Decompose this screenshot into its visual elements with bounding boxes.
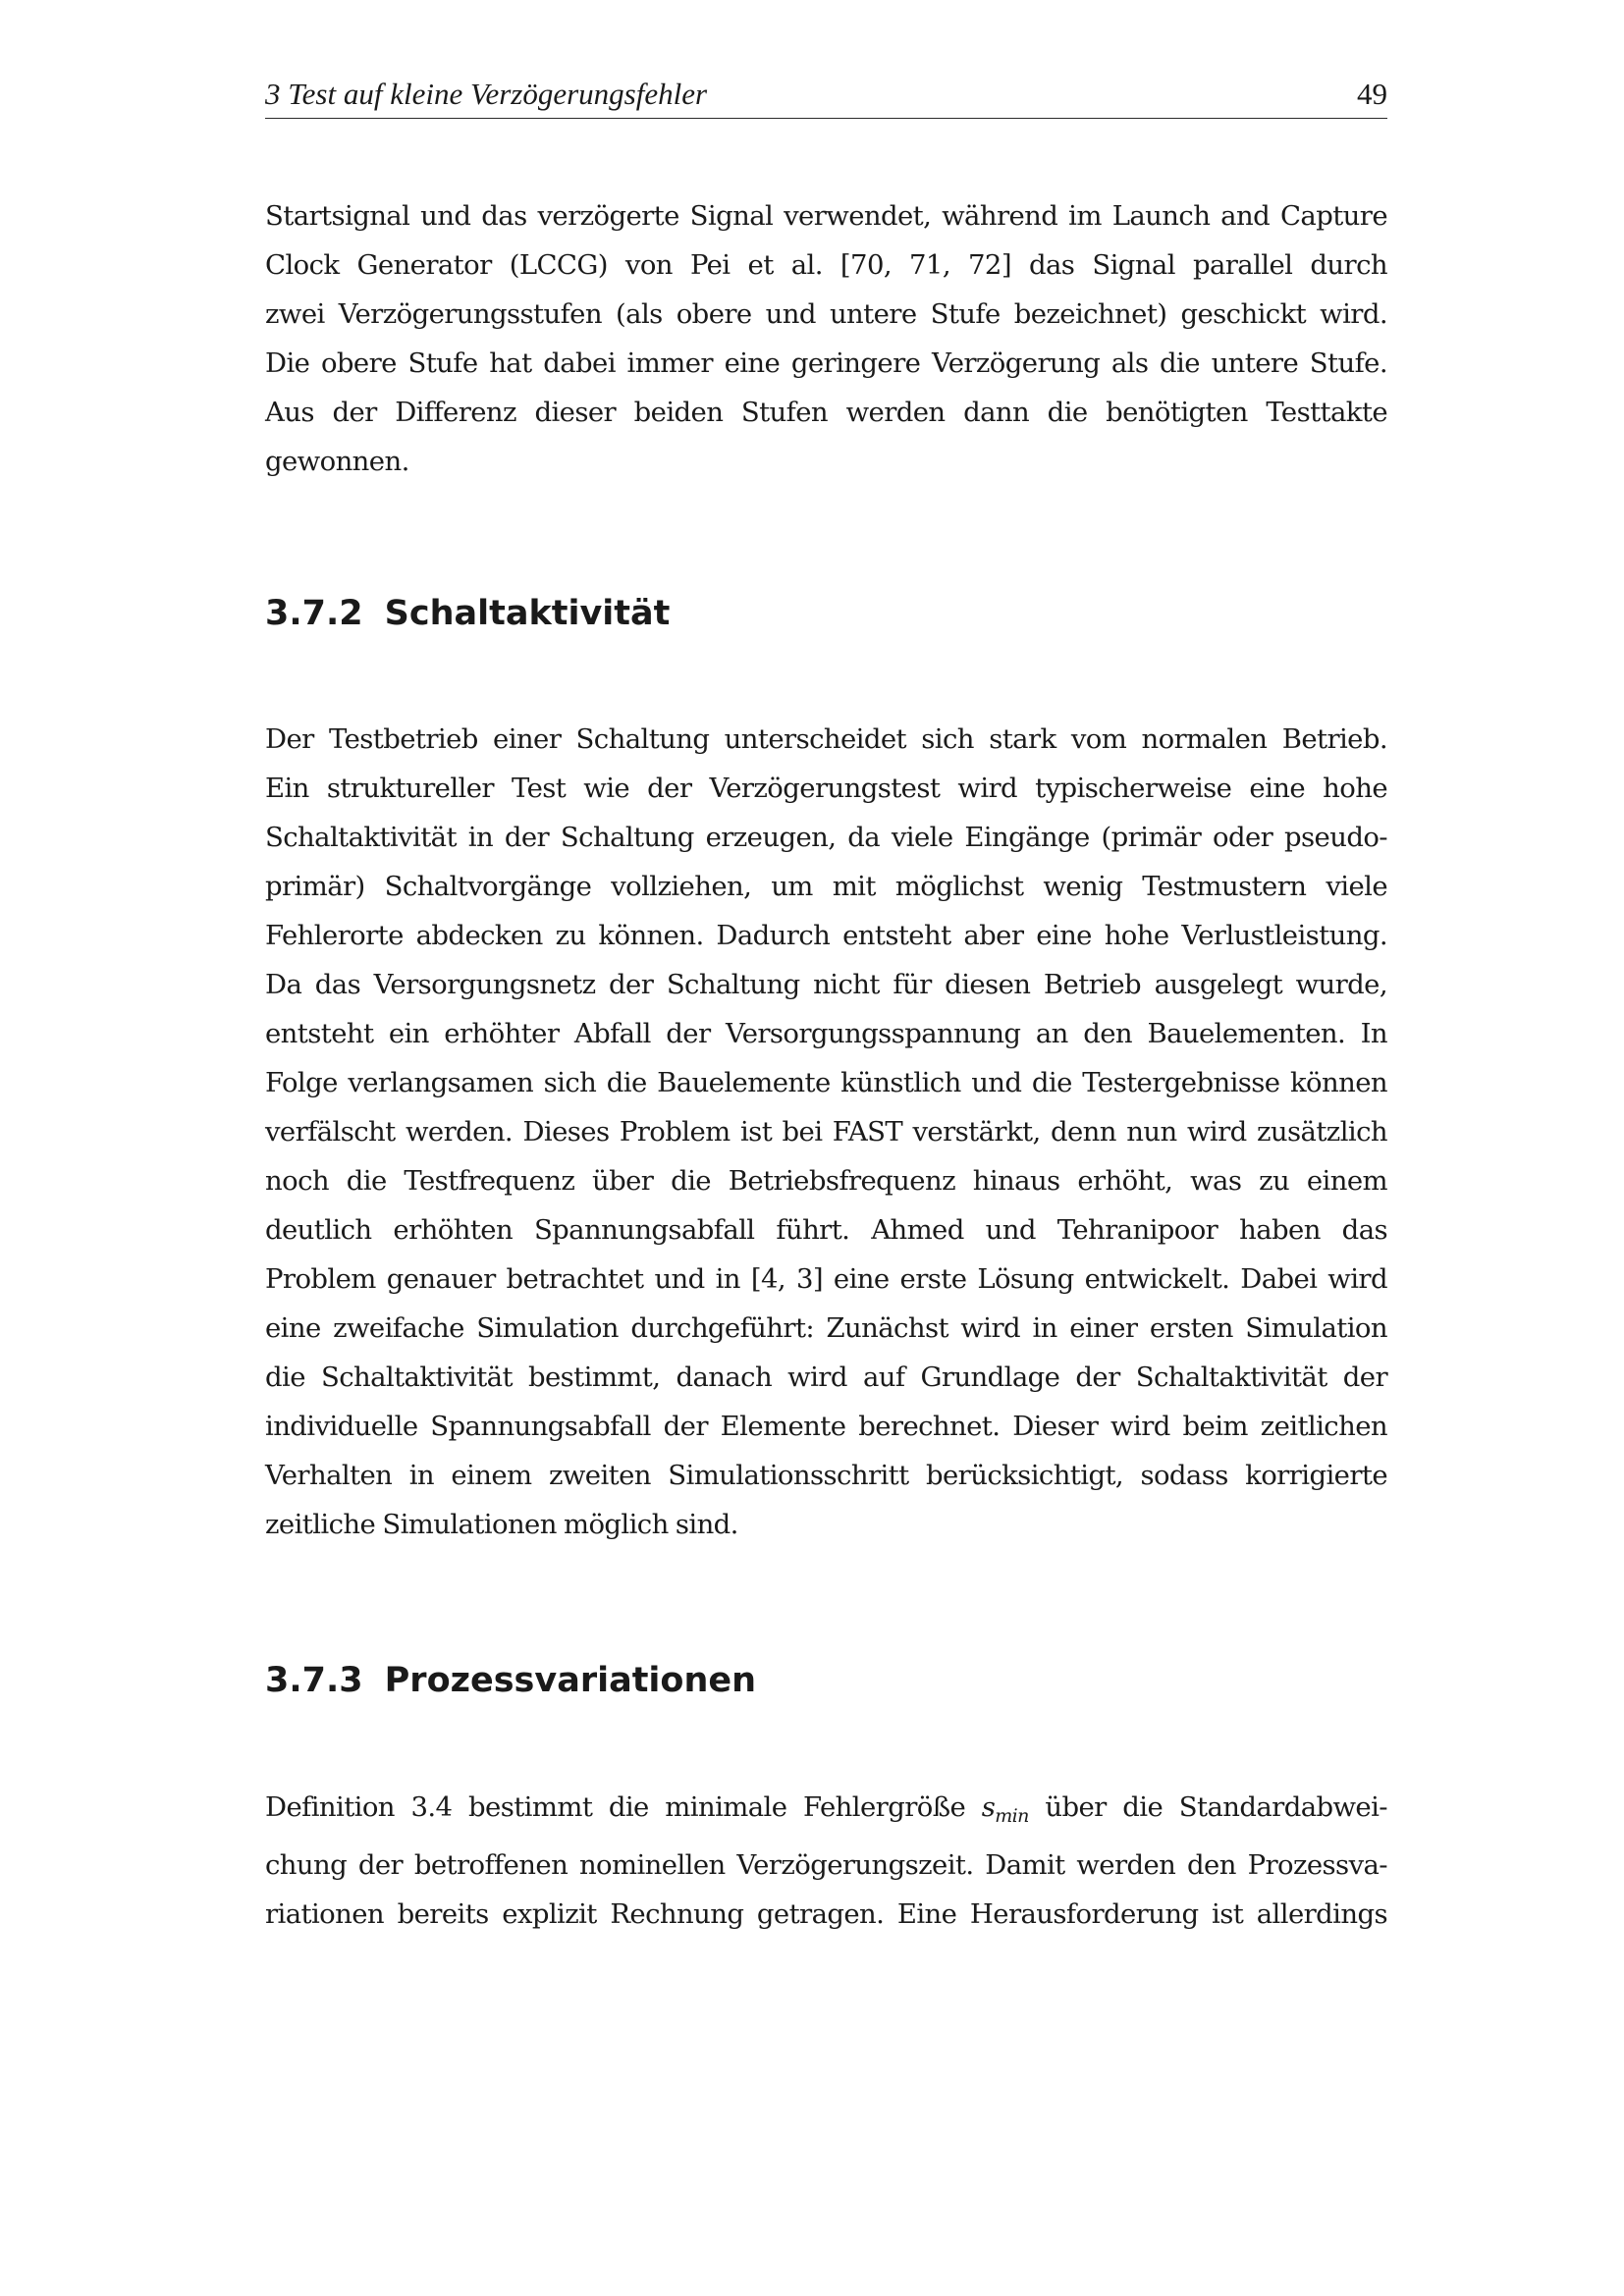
text-line: deutlich erhöhten Spannungsabfall führt. Ahmed und Tehranipoor haben das xyxy=(265,1214,1387,1246)
text-line: Aus der Differenz dieser beiden Stufen werden dann die benötigten Testtakte xyxy=(265,397,1387,428)
section-title: Schaltaktivität xyxy=(384,594,671,633)
math-symbol: s xyxy=(981,1791,996,1823)
text-line: Folge verlangsamen sich die Bauelemente künstlich und die Testergebnisse können xyxy=(265,1067,1387,1098)
text-line: zwei Verzögerungsstufen (als obere und untere Stufe bezeichnet) geschickt wird. xyxy=(265,298,1387,330)
text-line: die Schaltaktivität bestimmt, danach wird auf Grundlage der Schaltaktivität der xyxy=(265,1362,1387,1393)
text-line: Startsignal und das verzögerte Signal verwendet, während im Launch and Capture xyxy=(265,200,1387,232)
text-line: eine zweifache Simulation durchgeführt: Zunächst wird in einer ersten Simulation xyxy=(265,1312,1387,1344)
text-line: entsteht ein erhöhter Abfall der Versorgungsspannung an den Bauelementen. In xyxy=(265,1018,1387,1049)
page-number: 49 xyxy=(1357,77,1387,111)
text-line: Ein struktureller Test wie der Verzögerungstest wird typischerweise eine hohe xyxy=(265,773,1387,804)
section-heading-3-7-2 xyxy=(265,589,1387,638)
text-line: noch die Testfrequenz über die Betriebsfrequenz hinaus erhöht, was zu einem xyxy=(265,1165,1387,1197)
text-line: primär) Schaltvorgänge vollziehen, um mit möglichst wenig Testmustern viele xyxy=(265,871,1387,902)
paragraph-lccg xyxy=(265,191,1387,486)
text-line: Die obere Stufe hat dabei immer eine geringere Verzögerung als die untere Stufe. xyxy=(265,347,1387,379)
section-number: 3.7.3 xyxy=(265,1661,363,1700)
text-line: individuelle Spannungsabfall der Elemente berechnet. Dieser wird beim zeitlichen xyxy=(265,1411,1387,1442)
text-line: Problem genauer betrachtet und in [4, 3] eine erste Lösung entwickelt. Dabei wird xyxy=(265,1263,1387,1295)
paragraph-prozessvariationen xyxy=(265,1783,1387,1939)
text-line: verfälscht werden. Dieses Problem ist bei FAST verstärkt, denn nun wird zusätzlich xyxy=(265,1116,1387,1148)
text-line: Fehlerorte abdecken zu können. Dadurch entsteht aber eine hohe Verlustleistung. xyxy=(265,920,1387,951)
text-line: Clock Generator (LCCG) von Pei et al. [70, 71, 72] das Signal parallel durch xyxy=(265,249,1387,281)
text-line: zeitliche Simulationen möglich sind. xyxy=(265,1509,738,1540)
text-line: chung der betroffenen nominellen Verzögerungszeit. Damit werden den Prozessva- xyxy=(265,1849,1387,1881)
text-line xyxy=(265,1783,1387,1841)
text-line: Schaltaktivität in der Schaltung erzeugen, da viele Eingänge (primär oder pseudo- xyxy=(265,822,1387,853)
text-line: riationen bereits explizit Rechnung getragen. Eine Herausforderung ist allerdings xyxy=(265,1898,1387,1930)
running-header-title: 3 Test auf kleine Verzögerungsfehler xyxy=(265,77,708,111)
section-heading-3-7-3 xyxy=(265,1656,1387,1705)
text-line: Verhalten in einem zweiten Simulationsschritt berücksichtigt, sodass korrigierte xyxy=(265,1460,1387,1491)
math-subscript: min xyxy=(995,1805,1029,1827)
text-fragment: über die Standardabwei- xyxy=(1028,1791,1387,1823)
section-title: Prozessvariationen xyxy=(384,1661,757,1700)
section-number: 3.7.2 xyxy=(265,594,363,633)
paragraph-schaltaktivitaet xyxy=(265,715,1387,1549)
text-line: Da das Versorgungsnetz der Schaltung nicht für diesen Betrieb ausgelegt wurde, xyxy=(265,969,1387,1000)
text-line: gewonnen. xyxy=(265,446,409,477)
text-fragment: Definition 3.4 bestimmt die minimale Fehlergröße xyxy=(265,1791,982,1823)
running-header xyxy=(265,75,1387,119)
text-line: Der Testbetrieb einer Schaltung unterscheidet sich stark vom normalen Betrieb. xyxy=(265,723,1387,755)
